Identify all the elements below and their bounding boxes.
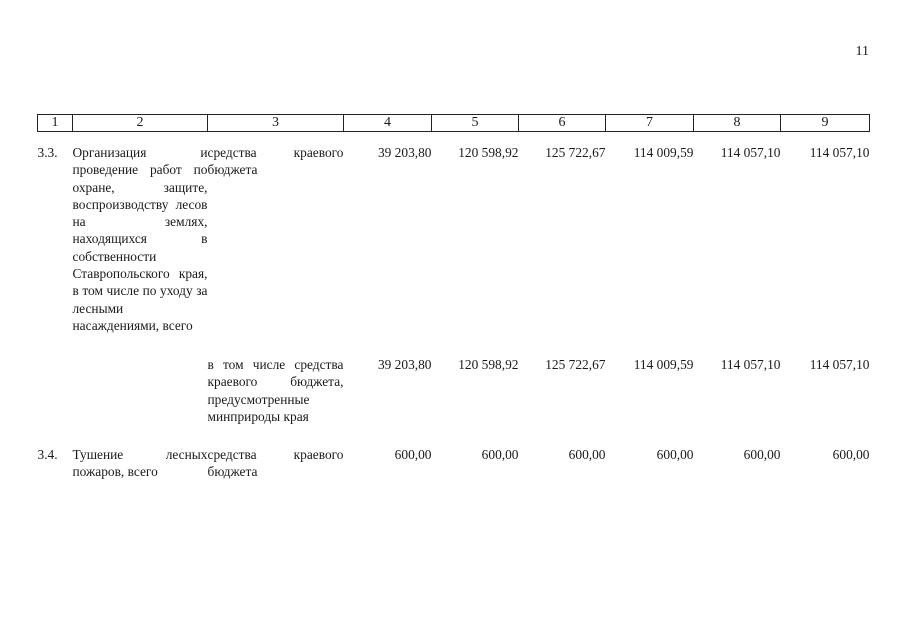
- column-header: 2: [73, 115, 208, 132]
- value-cell: 120 598,92: [458, 145, 519, 160]
- value-cell: 125 722,67: [545, 357, 606, 372]
- value-cell: 114 057,10: [809, 357, 870, 372]
- value-cell: 600,00: [394, 447, 432, 462]
- value-cell: 114 057,10: [720, 145, 781, 160]
- value-cell: 39 203,80: [377, 145, 432, 160]
- page-number: 11: [855, 44, 869, 59]
- value-cell: 600,00: [568, 447, 606, 462]
- funding-source: в том числе средства краевого бюджета, предусмотренные минприроды края: [207, 357, 344, 424]
- row-number: 3.3.: [37, 145, 58, 160]
- column-header: 7: [606, 115, 694, 132]
- table-row: [38, 434, 870, 481]
- row-name: Тушение лесных пожаров, всего: [72, 447, 208, 480]
- funding-source: средства краевого бюджета: [207, 447, 344, 480]
- value-cell: 600,00: [832, 447, 870, 462]
- row-number: 3.4.: [37, 447, 58, 462]
- column-header: 6: [519, 115, 606, 132]
- column-header: 8: [694, 115, 781, 132]
- funding-source: средства краевого бюджета: [207, 145, 344, 178]
- value-cell: 114 009,59: [633, 145, 694, 160]
- column-header: 5: [432, 115, 519, 132]
- row-number: [38, 344, 73, 434]
- row-name: Организация и проведение работ по охране, защите, воспроизводству лесов на землях, находящихся в собственности Ставропольского края, в том числе по уходу за лесными насаждениями, всего: [72, 145, 208, 333]
- value-cell: 600,00: [743, 447, 781, 462]
- table-row: [38, 132, 870, 345]
- table-row: [38, 344, 870, 434]
- value-cell: 125 722,67: [545, 145, 606, 160]
- column-header: 9: [781, 115, 870, 132]
- program-table: [37, 114, 870, 481]
- column-header: 1: [38, 115, 73, 132]
- value-cell: 114 057,10: [720, 357, 781, 372]
- column-header: 4: [344, 115, 432, 132]
- value-cell: 120 598,92: [458, 357, 519, 372]
- row-name: [73, 344, 208, 434]
- value-cell: 114 009,59: [633, 357, 694, 372]
- column-header: 3: [208, 115, 344, 132]
- value-cell: 114 057,10: [809, 145, 870, 160]
- value-cell: 600,00: [656, 447, 694, 462]
- value-cell: 600,00: [481, 447, 519, 462]
- header-row: [38, 115, 870, 132]
- value-cell: 39 203,80: [377, 357, 432, 372]
